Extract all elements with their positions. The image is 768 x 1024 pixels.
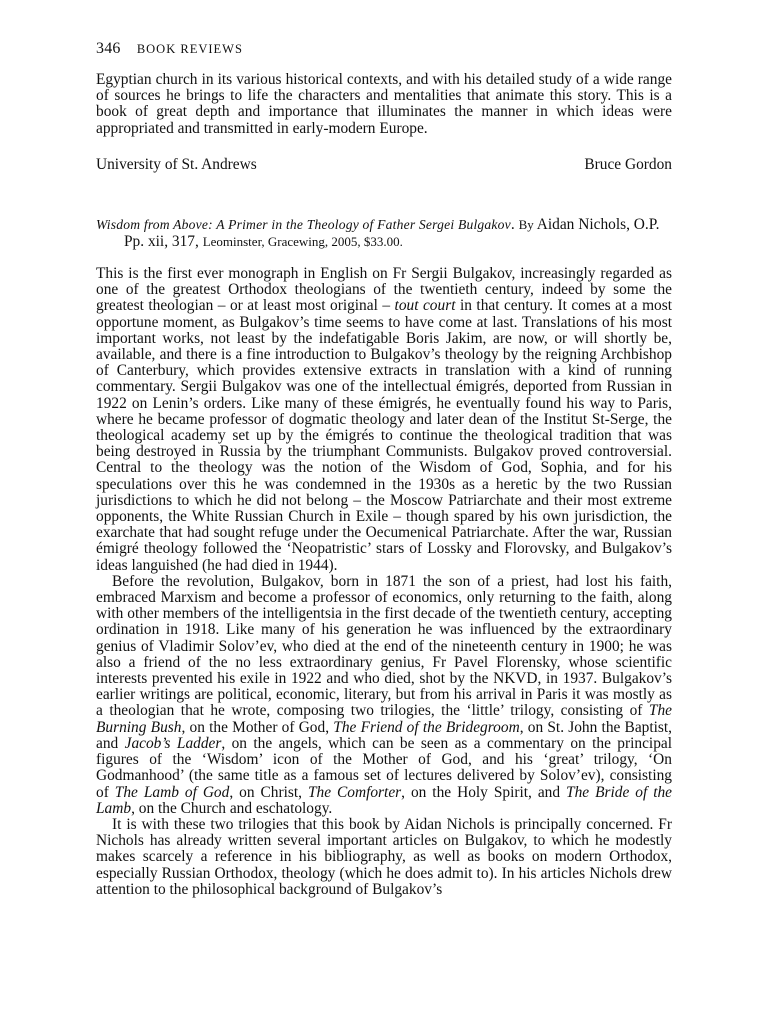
previous-review-ending (96, 72, 672, 137)
reviewer-institution: University of St. Andrews (96, 156, 257, 173)
running-header (96, 40, 243, 58)
paragraph-2: Before the revolution, Bulgakov, born in 1871 the son of a priest, had lost his faith, embraced Marxism and become a professor of economics, only returning to the faith, along with other members of the intelligentsia in the first decade of the twentieth century, accepting ordination in 1918. Like many of his generation he was influenced by the extraordinary genius of Vladimir Solov’ev, who died at the end of the nineteenth century in 1900; he was also a friend of the no less extraordinary genius, Fr Pavel Florensky, whose scientific interests prevented his exile in 1922 and who died, shot by the NKVD, in 1937. Bulgakov’s earlier writings are political, economic, literary, but from his arrival in Paris it was mostly as a theologian that he wrote, composing two trilogies, the ‘little’ trilogy, consisting of The Burning Bush, on the Mother of God, The Friend of the Bridegroom, on St. John the Baptist, and Jacob’s Ladder, on the angels, which can be seen as a commentary on the principal figures of the ‘Wisdom’ icon of the Mother of God, and his ‘great’ trilogy, ‘On Godmanhood’ (the same title as a famous set of lectures delivered by Solov’ev), consisting of The Lamb of God, on Christ, The Comforter, on the Holy Spirit, and The Bride of the Lamb, on the Church and eschatology. (96, 572, 673, 817)
citation-publisher: Leominster, Gracewing, 2005, $33.00. (202, 234, 403, 249)
paragraph-1: This is the first ever monograph in English on Fr Sergii Bulgakov, increasingly regarded as one of the greatest Orthodox theologians of the twentieth century, indeed by some the greatest theologian – or at least most original – tout court in that century. It comes at a most opportune moment, as Bulgakov’s time seems to have come at last. Translations of his most important works, not least by the indefatigable Boris Jakim, are now, or will shortly be, available, and there is a fine introduction to Bulgakov’s theology by the reigning Archbishop of Canterbury, which provides extensive extracts in translation with a kind of running commentary. Sergii Bulgakov was one of the intellectual émigrés, deported from Russian in 1922 on Lenin’s orders. Like many of these émigrés, he eventually found his way to Paris, where he became professor of dogmatic theology and later dean of the Institut St-Serge, the theological academy set up by the émigrés to continue the theological tradition that was being destroyed in Russia by the triumphant Communists. Bulgakov proved controversial. Central to the theology was the notion of the Wisdom of God, Sophia, and for his speculations over this he was condemned in the 1930s as a heretic by the two Russian jurisdictions to which he did not belong – the Moscow Patriarchate and their most extreme opponents, the White Russian Church in Exile – though spared by his own jurisdiction, the exarchate that had sought refuge under the Oecumenical Patriarchate. After the war, Russian émigré theology followed the ‘Neopatristic’ stars of Lossky and Florovsky, and Bulgakov’s ideas languished (he had died in 1944). (96, 265, 673, 574)
page-number: 346 (96, 40, 121, 57)
previous-review-text: Egyptian church in its various historical contexts, and with his detailed study of a wide range of sources he brings to life the characters and mentalities that animate this story. This is a book of great depth and importance that illuminates the manner in which ideas were appropriated and transmitted in early-modern Europe. (96, 71, 672, 137)
book-citation: Wisdom from Above: A Primer in the Theology of Father Sergei Bulgakov. By Aidan Nichols, O.P. Pp. xii, 317, Leominster, Gracewing, 2005, $33.00. (96, 216, 660, 250)
paragraph-3: It is with these two trilogies that this book by Aidan Nichols is principally concerned. Fr Nichols has already written several important articles on Bulgakov, to which he modestly makes scarcely a reference in his bibliography, as well as books on modern Orthodox, especially Russian Orthodox, theology (which he does admit to). In his articles Nichols drew attention to the philosophical background of Bulgakov’s (96, 815, 672, 898)
reviewer-name: Bruce Gordon (584, 156, 672, 173)
review-body (96, 266, 672, 898)
book-title: Wisdom from Above: A Primer in the Theology of Father Sergei Bulgakov (96, 217, 511, 232)
reviewer-signature (96, 156, 672, 174)
running-title: BOOK REVIEWS (136, 42, 243, 56)
citation-by: By (518, 217, 534, 232)
citation-author-details: Aidan Nichols, O.P. Pp. xii, 317, (124, 216, 660, 250)
